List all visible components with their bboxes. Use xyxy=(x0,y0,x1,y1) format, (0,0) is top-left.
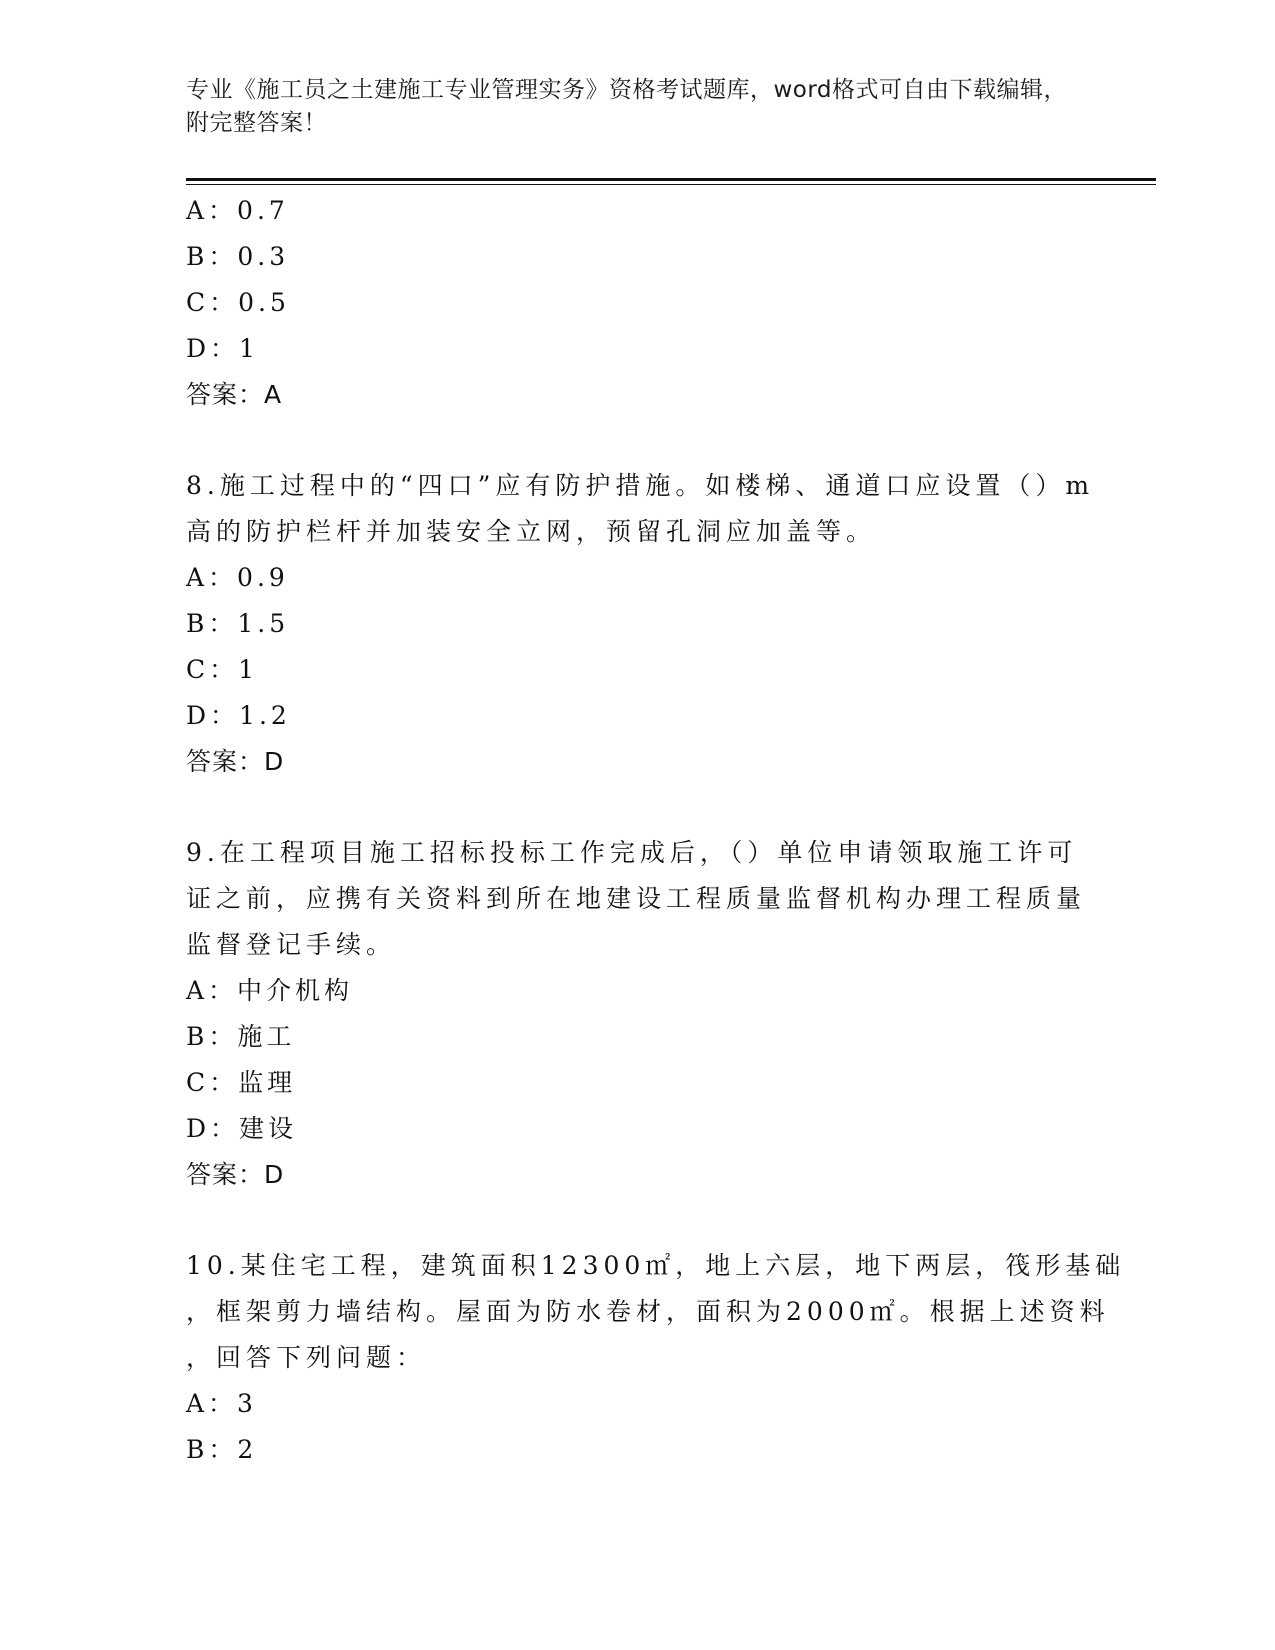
option-b: B：1.5 xyxy=(186,609,290,638)
question-line: 高的防护栏杆并加装安全立网，预留孔洞应加盖等。 xyxy=(186,517,877,546)
question-line: 监督登记手续。 xyxy=(186,930,397,959)
question-text xyxy=(186,1243,1126,1381)
question-line: 10.某住宅工程，建筑面积12300㎡，地上六层，地下两层，筏形基础 xyxy=(186,1251,1126,1280)
option-d: D：1.2 xyxy=(186,701,291,730)
option-c: C：1 xyxy=(186,655,259,684)
question-block-10 xyxy=(186,1243,1126,1473)
spacer xyxy=(186,785,1086,830)
option-c: C：0.5 xyxy=(186,288,290,317)
question-block-9 xyxy=(186,830,1086,1198)
header-rule-thin xyxy=(186,184,1156,185)
spacer xyxy=(186,1198,1086,1243)
question-text xyxy=(186,463,1095,555)
answer-line: 答案：A xyxy=(186,380,283,409)
question-list xyxy=(186,188,1126,1473)
option-a: A：3 xyxy=(186,1389,257,1418)
header-rule-thick xyxy=(186,178,1156,181)
question-line: ，框架剪力墙结构。屋面为防水卷材，面积为2000㎡。根据上述资料 xyxy=(186,1297,1110,1326)
option-a: A：0.9 xyxy=(186,563,289,592)
question-block-7 xyxy=(186,188,1086,418)
option-b: B：施工 xyxy=(186,1022,296,1051)
question-line: ，回答下列问题： xyxy=(186,1343,427,1372)
document-header: 专业《施工员之土建施工专业管理实务》资格考试题库，word格式可自由下载编辑，附完整答案！ xyxy=(186,77,1068,136)
question-line: 8.施工过程中的“四口”应有防护措施。如楼梯、通道口应设置（）m xyxy=(186,471,1095,500)
answer-line: 答案：D xyxy=(186,747,285,776)
answer-line: 答案：D xyxy=(186,1160,285,1189)
question-block-8 xyxy=(186,463,1095,785)
question-line: 证之前，应携有关资料到所在地建设工程质量监督机构办理工程质量 xyxy=(186,884,1087,913)
option-b: B：2 xyxy=(186,1435,258,1464)
option-a: A：0.7 xyxy=(186,196,289,225)
option-c: C：监理 xyxy=(186,1068,297,1097)
question-text xyxy=(186,830,1086,968)
option-b: B：0.3 xyxy=(186,242,290,271)
option-a: A：中介机构 xyxy=(186,976,354,1005)
question-line: 9.在工程项目施工招标投标工作完成后，（）单位申请领取施工许可 xyxy=(186,838,1078,867)
option-d: D：1 xyxy=(186,334,259,363)
spacer xyxy=(186,418,1086,463)
option-d: D：建设 xyxy=(186,1114,298,1143)
